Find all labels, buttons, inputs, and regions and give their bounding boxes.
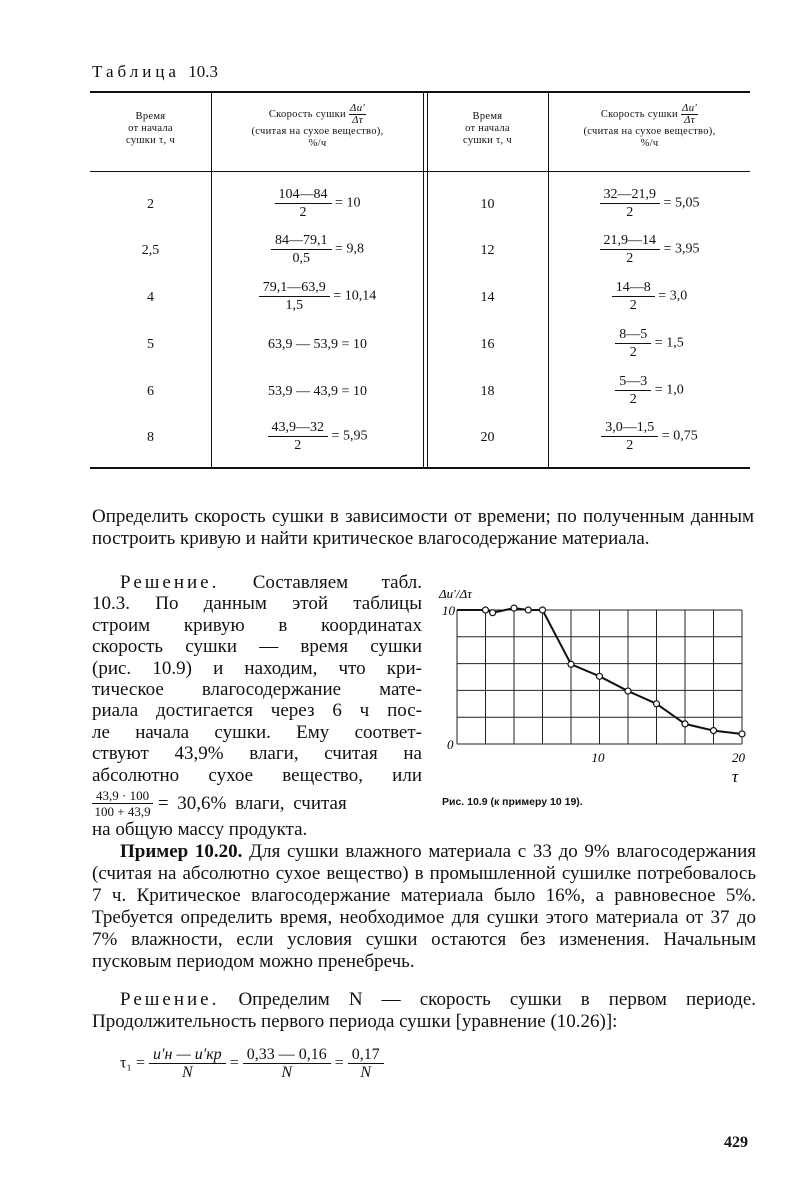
ratio-num: Δu′	[349, 102, 366, 114]
solution-line: (рис. 10.9) и находим, что кри-	[92, 657, 422, 679]
solution-line: ствуют 43,9% влаги, считая на	[92, 743, 422, 765]
fraction	[600, 232, 661, 267]
table-cell-speed: 63,9 — 53,9 = 10	[268, 337, 367, 352]
table-cell-time: 16	[480, 337, 495, 352]
table-double-divider	[423, 91, 428, 469]
data-point	[739, 731, 745, 737]
data-table	[90, 91, 750, 469]
header-note: (считая на сухое вещество),	[251, 126, 384, 137]
fraction-den: 0,5	[292, 251, 311, 266]
fraction-den: 2	[626, 205, 634, 220]
data-point	[483, 607, 489, 613]
solution-line: скорость сушки — время сушки	[92, 636, 422, 658]
table-top-rule	[90, 91, 750, 93]
header-note: (считая на сухое вещество),	[583, 126, 716, 137]
fraction-num: 0,17	[348, 1046, 384, 1064]
fraction	[615, 326, 651, 361]
inline-result: = 30,6% влаги, считая	[157, 792, 347, 814]
data-point	[525, 607, 531, 613]
fraction-den: 2	[629, 392, 637, 407]
data-point	[511, 605, 517, 611]
table-cell-speed	[212, 279, 423, 314]
solution-paragraph	[92, 572, 422, 840]
header-speed-label: Скорость сушки	[268, 108, 346, 120]
fraction-num: 79,1—63,9	[259, 279, 330, 297]
header-line: от начала	[465, 123, 510, 134]
header-time-left	[90, 111, 211, 147]
example-text: Для сушки влажного материала с 33 до 9% влагосодержания (считая на абсолютно сухое вещество) в промышленной сушилке потребовалось 7 ч. Критическое влагосодержание материала было 16%, а равновесное 5%. Требуется определить время, необходимое для сушки этого материала от 37 до 7% влажности, если условия сушки остаются без изменения. Начальным пусковым периодом можно пренебречь.	[92, 841, 756, 972]
figure-caption: Рис. 10.9 (к примеру 10 19).	[442, 796, 583, 808]
fraction-result: = 10	[335, 195, 361, 211]
header-line: сушки τ, ч	[463, 135, 512, 146]
example-label: Пример 10.20.	[120, 841, 243, 862]
table-cell-speed	[549, 279, 750, 314]
solution-text: Составляем табл.	[252, 572, 422, 593]
fraction	[275, 186, 332, 221]
table-cell-speed	[212, 186, 423, 221]
fraction	[259, 279, 330, 314]
data-point	[490, 610, 496, 616]
fraction-den: 1,5	[285, 298, 304, 313]
ratio-den: Δτ	[683, 114, 695, 126]
fraction-num: 104—84	[275, 186, 332, 204]
fraction	[271, 232, 332, 267]
solution-2-paragraph	[92, 989, 756, 1033]
table-cell-speed	[549, 373, 750, 408]
solution-label: Решение.	[120, 989, 220, 1010]
solution-line: на общую массу продукта.	[92, 819, 308, 841]
fraction-num: 43,9—32	[268, 419, 329, 437]
page-number: 429	[724, 1134, 748, 1151]
fraction	[615, 373, 651, 408]
fraction	[268, 419, 329, 454]
fraction-num: 84—79,1	[271, 232, 332, 250]
table-bottom-rule	[90, 467, 750, 469]
fraction-den: N	[360, 1064, 372, 1081]
table-cell-speed	[549, 419, 750, 454]
fraction-result: = 9,8	[335, 241, 364, 257]
data-point	[682, 721, 688, 727]
problem-statement: Определить скорость сушки в зависимости от времени; по полученным данным построить кривую и найти критическое влагосодержание материала.	[92, 506, 754, 549]
solution-line	[92, 572, 422, 593]
fraction-num: 8—5	[615, 326, 651, 344]
table-cell-speed: 53,9 — 43,9 = 10	[268, 384, 367, 399]
header-line: от начала	[128, 123, 173, 134]
fraction-result: = 1,5	[654, 335, 684, 351]
table-cell-speed	[549, 232, 750, 267]
table-cell-time: 20	[480, 430, 495, 445]
header-time-right	[427, 111, 548, 147]
equals-sign: =	[334, 1054, 344, 1072]
ratio-den: Δτ	[351, 114, 363, 126]
y-tick-label: 0	[447, 737, 454, 752]
data-point	[540, 607, 546, 613]
ratio-num: Δu′	[681, 102, 698, 114]
solution-line: риала достигается через 6 ч пос-	[92, 700, 422, 722]
fraction-num: u′н — u′кр	[149, 1046, 226, 1064]
formula-tau1	[120, 1046, 384, 1081]
fraction-den: 2	[629, 345, 637, 360]
table-cell-time: 4	[147, 290, 154, 305]
fraction-den: 2	[299, 205, 307, 220]
fraction-result: = 10,14	[333, 288, 377, 304]
fraction-result: = 5,05	[663, 195, 700, 211]
header-speed-left	[212, 103, 423, 150]
data-point	[568, 661, 574, 667]
y-axis-label: Δu′/Δτ	[439, 590, 472, 601]
table-cell-time: 14	[480, 290, 495, 305]
fraction	[600, 186, 661, 221]
table-cell-time: 18	[480, 384, 495, 399]
solution-2-text: Определим N — скорость сушки в первом периоде. Продолжительность первого периода сушки [уравнение (10.26)]:	[92, 989, 757, 1032]
fraction-num: 5—3	[615, 373, 651, 391]
table-cell-speed	[549, 326, 750, 361]
fraction-den: 2	[629, 298, 637, 313]
formula-lhs: τ₁ =	[120, 1054, 146, 1072]
data-point	[654, 701, 660, 707]
fraction-result: = 0,75	[661, 428, 698, 444]
table-cell-speed	[212, 232, 423, 267]
table-cell-time: 2,5	[141, 243, 160, 258]
table-cell-time: 5	[147, 337, 154, 352]
table-caption-number: 10.3	[188, 62, 218, 81]
formula-fraction	[149, 1046, 226, 1081]
table-cell-time: 10	[480, 197, 495, 212]
header-line: Время	[135, 111, 166, 122]
solution-line: тическое влагосодержание мате-	[92, 679, 422, 701]
formula-fraction	[348, 1046, 384, 1081]
inline-fraction	[92, 788, 153, 819]
fraction-result: = 1,0	[654, 382, 684, 398]
example-paragraph	[92, 841, 756, 973]
fraction-den: 2	[626, 438, 634, 453]
fraction-result: = 5,95	[331, 428, 368, 444]
fraction-den: 2	[626, 251, 634, 266]
header-speed-label: Скорость сушки	[600, 108, 678, 120]
header-ratio	[349, 103, 366, 126]
solution-line: абсолютно сухое вещество, или	[92, 764, 422, 786]
fraction-den: N	[182, 1064, 193, 1081]
table-header-rule	[90, 171, 750, 172]
fraction	[601, 419, 658, 454]
formula-fraction	[243, 1046, 331, 1081]
header-line: сушки τ, ч	[126, 135, 175, 146]
table-caption	[92, 62, 218, 82]
table-cell-time: 6	[147, 384, 154, 399]
fraction-den: 100 + 43,9	[94, 804, 151, 820]
table-caption-word: Таблица	[92, 62, 180, 81]
solution-line	[92, 788, 422, 819]
fraction-num: 21,9—14	[600, 232, 661, 250]
fraction-num: 14—8	[612, 279, 655, 297]
fraction-num: 3,0—1,5	[601, 419, 658, 437]
drying-rate-chart	[436, 590, 766, 790]
data-point	[625, 688, 631, 694]
table-cell-speed	[549, 186, 750, 221]
header-unit: %/ч	[640, 138, 659, 149]
fraction-den: N	[281, 1064, 293, 1081]
fraction-num: 43,9 · 100	[92, 788, 153, 804]
x-tick-label: 10	[591, 750, 605, 765]
x-axis-label: τ	[732, 767, 739, 786]
header-speed-right	[549, 103, 750, 150]
y-tick-label: 10	[442, 603, 455, 618]
solution-line: строим кривую в координатах	[92, 614, 422, 636]
x-tick-label: 20	[732, 750, 745, 765]
data-point	[711, 728, 717, 734]
header-unit: %/ч	[308, 138, 327, 149]
solution-label: Решение.	[120, 572, 220, 593]
solution-line: ле начала сушки. Ему соответ-	[92, 721, 422, 743]
table-cell-time: 12	[480, 243, 495, 258]
table-cell-speed	[212, 419, 423, 454]
header-line: Время	[472, 111, 503, 122]
fraction-num: 32—21,9	[600, 186, 661, 204]
header-ratio	[681, 103, 698, 126]
table-cell-time: 2	[147, 197, 154, 212]
fraction-result: = 3,0	[658, 288, 688, 304]
fraction-den: 2	[294, 438, 302, 453]
fraction-num: 0,33 — 0,16	[243, 1046, 331, 1064]
fraction-result: = 3,95	[663, 241, 700, 257]
solution-line: 10.3. По данным этой таблицы	[92, 593, 422, 615]
equals-sign: =	[229, 1054, 239, 1072]
table-cell-time: 8	[147, 430, 154, 445]
data-point	[597, 673, 603, 679]
fraction	[612, 279, 655, 314]
